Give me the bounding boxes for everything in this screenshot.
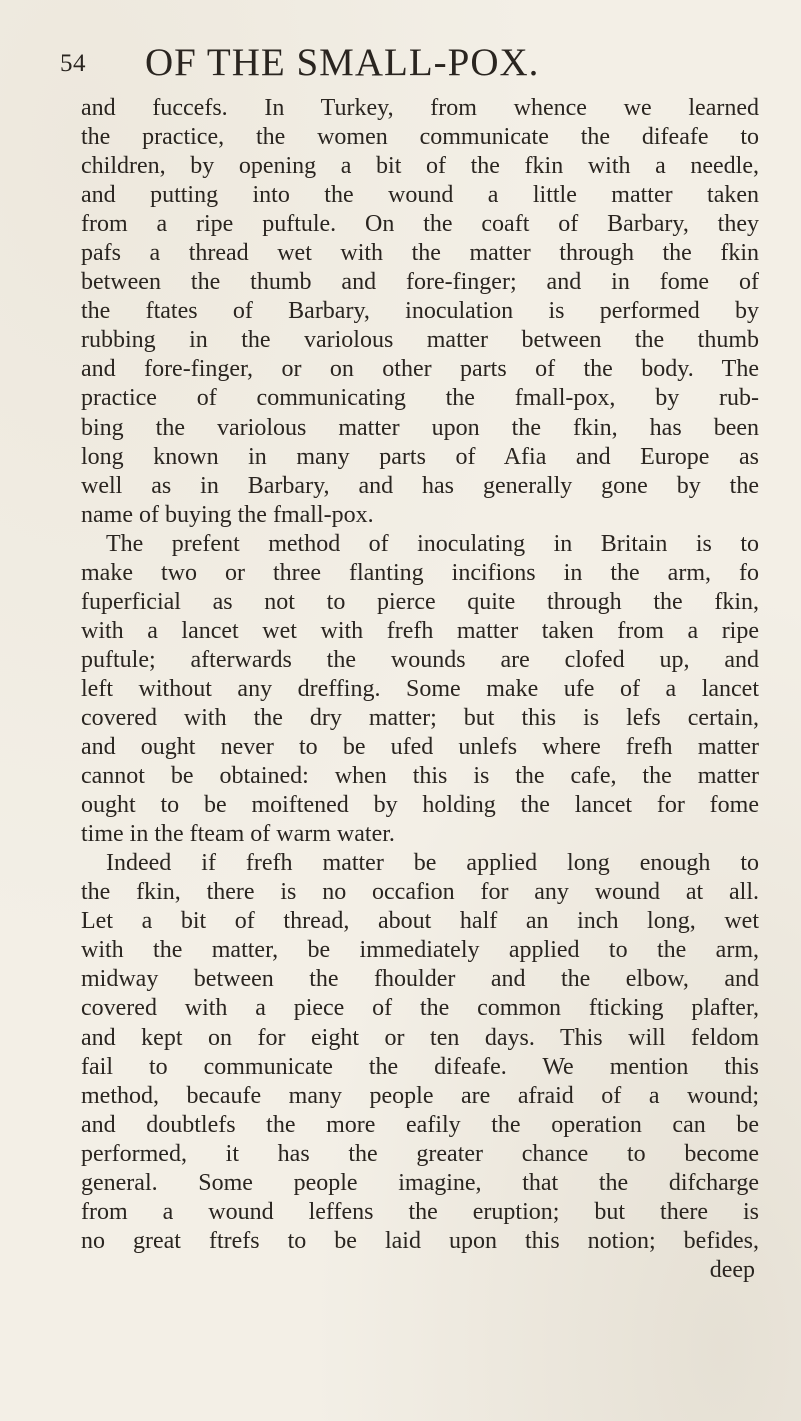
text-line: make two or three flanting incifions in the arm, fo <box>81 559 759 586</box>
text-line: Let a bit of thread, about half an inch long, wet <box>81 908 759 935</box>
text-line: and fore-finger, or on other parts of the body. The <box>81 356 759 383</box>
text-line: The prefent method of inoculating in Britain is to <box>106 530 759 557</box>
text-line: the practice, the women communicate the difeafe to <box>81 124 759 151</box>
text-line: children, by opening a bit of the fkin with a needle, <box>81 153 759 180</box>
running-head: OF THE SMALL-POX. <box>145 41 540 84</box>
text-line: pafs a thread wet with the matter through the fkin <box>81 240 759 267</box>
catchword: deep <box>709 1256 755 1283</box>
text-line: the ftates of Barbary, inoculation is performed by <box>81 298 759 325</box>
text-line: ought to be moiftened by holding the lancet for fome <box>81 792 759 819</box>
text-line: fail to communicate the difeafe. We mention this <box>81 1053 759 1080</box>
text-line: covered with a piece of the common fticking plafter, <box>81 995 759 1022</box>
text-line: long known in many parts of Afia and Europe as <box>81 443 759 470</box>
text-line: rubbing in the variolous matter between the thumb <box>81 327 759 354</box>
text-line: practice of communicating the fmall-pox, by rub- <box>81 385 759 412</box>
text-line: with the matter, be immediately applied to the arm, <box>81 937 759 964</box>
text-line: method, becaufe many people are afraid of a wound; <box>81 1082 759 1109</box>
text-line: and putting into the wound a little matter taken <box>81 182 759 209</box>
text-line: no great ftrefs to be laid upon this notion; befides, <box>81 1227 759 1254</box>
text-line: and doubtlefs the more eafily the operation can be <box>81 1111 759 1138</box>
text-line: time in the fteam of warm water. <box>81 821 395 848</box>
text-line: bing the variolous matter upon the fkin, has been <box>81 414 759 441</box>
text-line: and ought never to be ufed unlefs where frefh matter <box>81 734 759 761</box>
text-line: from a ripe puftule. On the coaft of Barbary, they <box>81 211 759 238</box>
text-line: well as in Barbary, and has generally gone by the <box>81 472 759 499</box>
text-line: left without any dreffing. Some make ufe of a lancet <box>81 675 759 702</box>
text-line: midway between the fhoulder and the elbow, and <box>81 966 759 993</box>
text-line: puftule; afterwards the wounds are clofed up, and <box>81 646 759 673</box>
text-line: from a wound leffens the eruption; but there is <box>81 1198 759 1225</box>
text-line: Indeed if frefh matter be applied long enough to <box>106 850 759 877</box>
text-line: with a lancet wet with frefh matter taken from a ripe <box>81 617 759 644</box>
text-line: performed, it has the greater chance to become <box>81 1140 759 1167</box>
page-number: 54 <box>60 50 86 77</box>
body-text <box>81 94 759 1285</box>
text-line: general. Some people imagine, that the difcharge <box>81 1169 759 1196</box>
text-line: cannot be obtained: when this is the cafe, the matter <box>81 763 759 790</box>
text-line: and fuccefs. In Turkey, from whence we learned <box>81 95 759 121</box>
text-line: name of buying the fmall-pox. <box>81 501 374 528</box>
text-line: and kept on for eight or ten days. This will feldom <box>81 1024 759 1051</box>
page-header <box>0 22 801 82</box>
text-line: fuperficial as not to pierce quite through the fkin, <box>81 588 759 615</box>
text-line: between the thumb and fore-finger; and in fome of <box>81 269 759 296</box>
text-line: the fkin, there is no occafion for any wound at all. <box>81 879 759 906</box>
text-line: covered with the dry matter; but this is lefs certain, <box>81 704 759 731</box>
